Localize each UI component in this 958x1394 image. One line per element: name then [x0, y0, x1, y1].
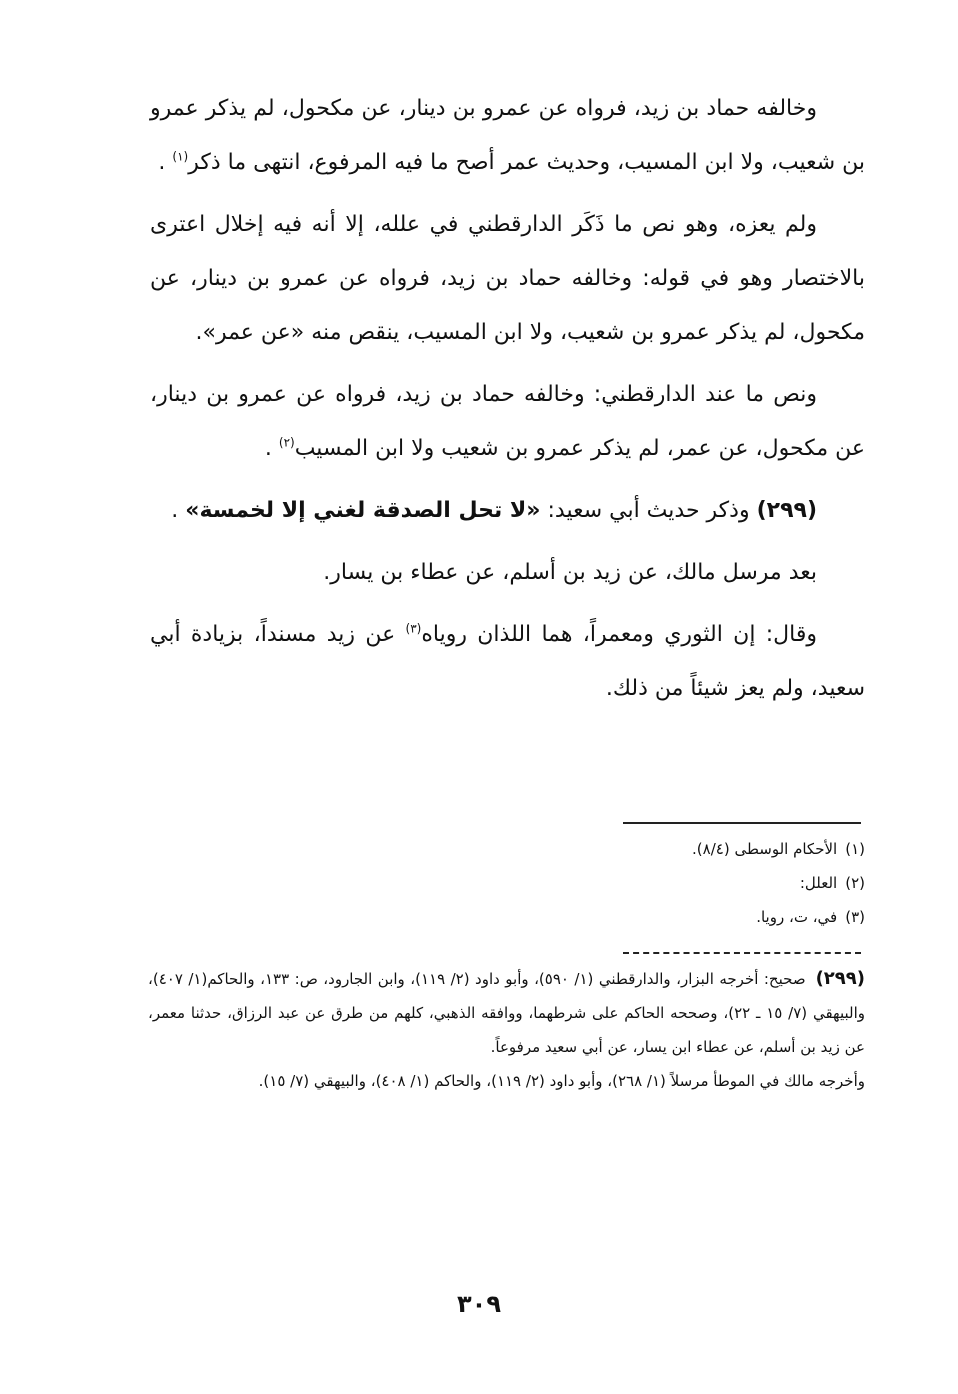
paragraph-3 — [150, 368, 865, 476]
footnote-number: (٢) — [845, 874, 865, 892]
takhrij-paragraph-2 — [148, 1064, 865, 1098]
paragraph-2-text: ولم يعزه، وهو نص ما ذَكَر الدارقطني في علله، إلا أنه فيه إخلال اعترى بالاختصار وهو في قوله: وخالفه حماد بن زيد، فرواه عن عمرو بن دينار، عن مكحول، لم يذكر عمرو بن شعيب، ولا ابن المسيب، ينقص منه «عن عمر». — [150, 212, 865, 345]
footnote-item — [560, 832, 865, 866]
takhrij-paragraph-1 — [148, 962, 865, 1064]
paragraph-2 — [150, 198, 865, 360]
paragraph-3-text: ونص ما عند الدارقطني: وخالفه حماد بن زيد، فرواه عن عمرو بن دينار، عن مكحول، عن عمر، لم يذكر عمرو بن شعيب ولا ابن المسيب — [150, 382, 865, 461]
footnote-item — [560, 900, 865, 934]
hadith-end: . — [171, 498, 186, 523]
footnote-ref-3: (٣) — [405, 621, 422, 636]
paragraph-1-text: وخالفه حماد بن زيد، فرواه عن عمرو بن دينار، عن مكحول، لم يذكر عمرو بن شعيب، ولا ابن المسيب، وحديث عمر أصح ما فيه المرفوع، انتهى ما ذكر — [150, 96, 865, 175]
page-number: ٣٠٩ — [457, 1290, 501, 1318]
hadith-entry — [150, 484, 865, 538]
footnote-text: العلل: — [799, 874, 838, 892]
paragraph-1-end: . — [158, 150, 173, 175]
takhrij-divider — [623, 952, 861, 954]
footnote-ref-1: (١) — [172, 149, 189, 164]
takhrij-text-1: صحيح: أخرجه البزار، والدارقطني (١/ ٥٩٠)، وأبو داود (٢/ ١١٩)، وابن الجارود، ص: ١٣٣، والحاكم(١/ ٤٠٧)، والبيهقي (٧/ ١٥ ـ ٢٢)، وصححه الحاكم على شرطهما، ووافقه الذهبي، كلهم من طرق عن عبد الرزاق، حدثنا معمر، عن زيد بن أسلم، عن عطاء ابن يسار، عن أبي سعيد مرفوعاً. — [148, 970, 865, 1056]
footnote-text: الأحكام الوسطى (٨/٤). — [692, 840, 838, 858]
paragraph-1 — [150, 82, 865, 190]
footnote-ref-2: (٢) — [278, 435, 295, 450]
footnote-text: في، ت، رويا. — [756, 908, 838, 926]
footnote-number: (٣) — [845, 908, 865, 926]
footnote-number: (١) — [845, 840, 865, 858]
paragraph-5 — [150, 546, 865, 600]
paragraph-6-text-a: وقال: إن الثوري ومعمراً، هما اللذان روياه — [421, 622, 817, 647]
takhrij-section — [148, 962, 865, 1098]
footnotes — [560, 832, 865, 934]
paragraph-3-end: . — [264, 436, 279, 461]
takhrij-number: (٢٩٩) — [815, 968, 865, 989]
paragraph-6 — [150, 608, 865, 716]
hadith-number: (٢٩٩) — [756, 498, 817, 523]
takhrij-text-2: وأخرجه مالك في الموطأ مرسلاً (١/ ٢٦٨)، وأبو داود (٢/ ١١٩)، والحاكم (١/ ٤٠٨)، والبيهقي (٧/ ١٥). — [258, 1072, 865, 1090]
paragraph-5-text: بعد مرسل مالك، عن زيد بن أسلم، عن عطاء بن يسار. — [323, 560, 817, 585]
hadith-text: «لا تحل الصدقة لغني إلا لخمسة» — [185, 498, 541, 523]
footnote-divider — [623, 822, 861, 824]
hadith-intro: وذكر حديث أبي سعيد: — [540, 498, 757, 523]
footnote-item — [560, 866, 865, 900]
main-text — [150, 82, 865, 724]
paragraph-6-text-b: عن زيد مسنداً، بزيادة أبي سعيد، ولم يعز شيئاً من ذلك. — [150, 622, 865, 701]
